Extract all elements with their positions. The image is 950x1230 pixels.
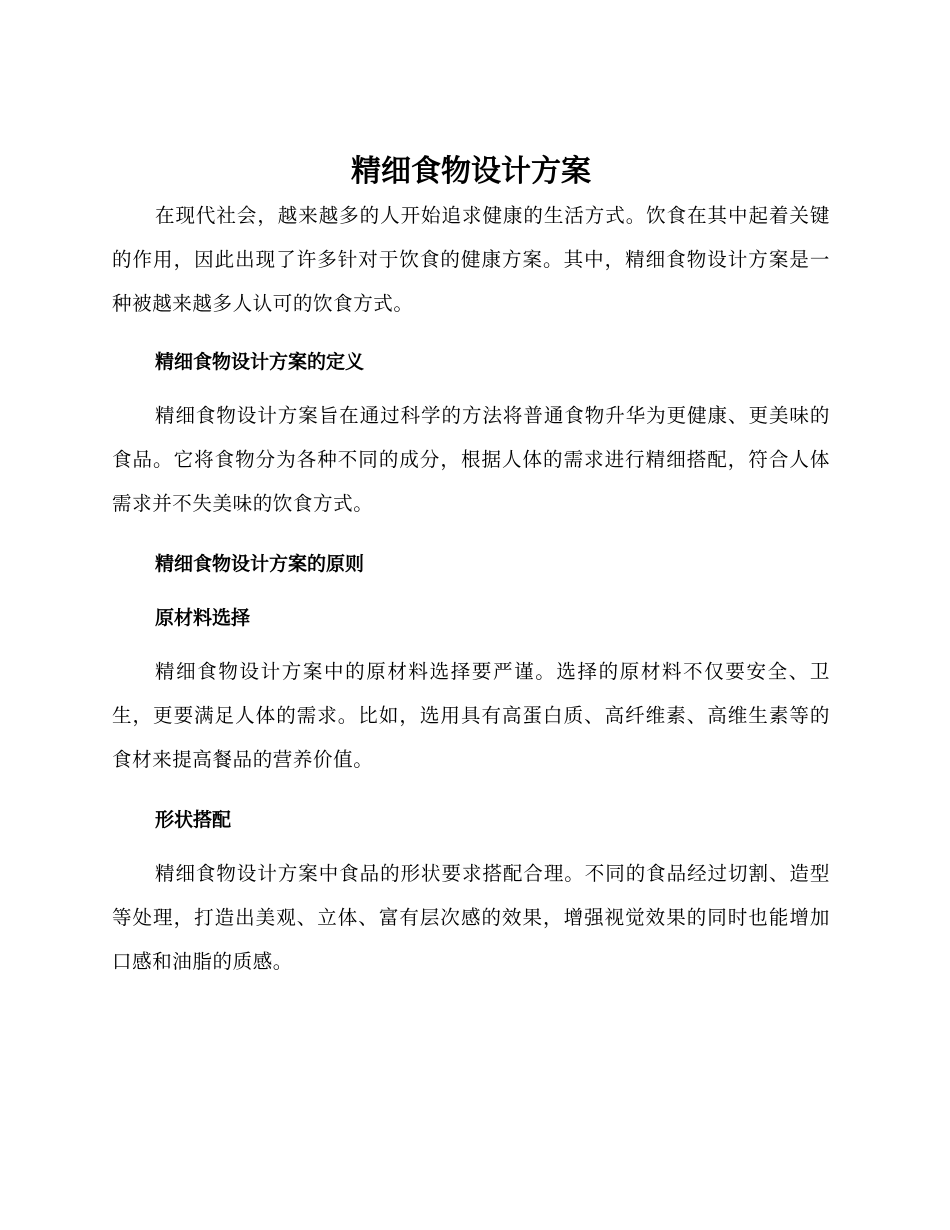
- spacer: [112, 526, 830, 550]
- document-page: [112, 150, 830, 984]
- spacer: [112, 782, 830, 806]
- subsection-heading-materials: 原材料选择: [155, 607, 251, 629]
- spacer: [112, 632, 830, 650]
- spacer: [112, 834, 830, 852]
- section-body-definition: 精细食物设计方案旨在通过科学的方法将普通食物升华为更健康、更美味的食品。它将食物分为各种不同的成分，根据人体的需求进行精细搭配，符合人体需求并不失美味的饮食方式。: [112, 404, 830, 515]
- subsection-body-shape: 精细食物设计方案中食品的形状要求搭配合理。不同的食品经过切割、造型等处理，打造出美观、立体、富有层次感的效果，增强视觉效果的同时也能增加口感和油脂的质感。: [112, 862, 830, 973]
- spacer: [112, 578, 830, 604]
- document-title: 精细食物设计方案: [351, 154, 591, 189]
- section-heading-definition: 精细食物设计方案的定义: [155, 351, 365, 373]
- section-heading-principles: 精细食物设计方案的原则: [155, 553, 365, 575]
- subsection-heading-shape: 形状搭配: [155, 809, 232, 831]
- subsection-body-materials: 精细食物设计方案中的原材料选择要严谨。选择的原材料不仅要安全、卫生，更要满足人体的需求。比如，选用具有高蛋白质、高纤维素、高维生素等的食材来提高餐品的营养价值。: [112, 660, 830, 771]
- spacer: [112, 326, 830, 348]
- intro-paragraph: 在现代社会，越来越多的人开始追求健康的生活方式。饮食在其中起着关键的作用，因此出现了许多针对于饮食的健康方案。其中，精细食物设计方案是一种被越来越多人认可的饮食方式。: [112, 204, 830, 315]
- spacer: [112, 376, 830, 394]
